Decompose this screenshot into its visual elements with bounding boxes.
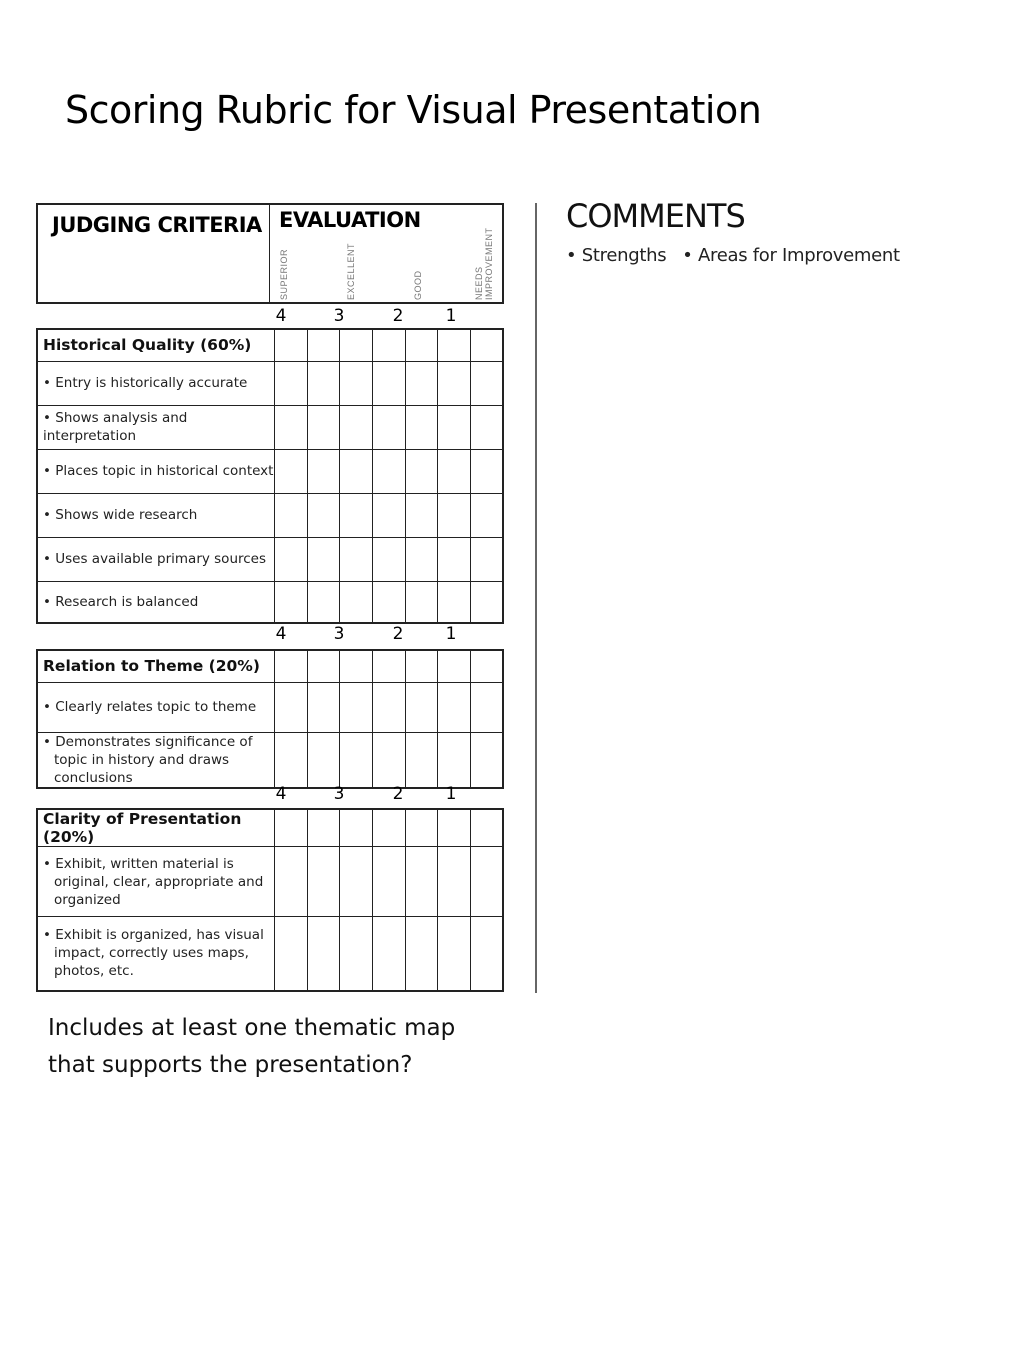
score-cell[interactable] xyxy=(438,449,471,493)
score-cell[interactable] xyxy=(372,847,405,917)
score-cell[interactable] xyxy=(340,682,373,732)
score-cell[interactable] xyxy=(372,581,405,623)
scale-number: 3 xyxy=(333,784,345,804)
score-cell[interactable] xyxy=(275,682,308,732)
comment-bullet-areas: • Areas for Improvement xyxy=(682,245,900,266)
scale-number: 3 xyxy=(333,306,345,326)
score-cell[interactable] xyxy=(340,329,373,361)
comments-heading: COMMENTS xyxy=(566,197,745,235)
score-cell[interactable] xyxy=(405,650,438,682)
scale-number: 4 xyxy=(275,306,287,326)
score-cell[interactable] xyxy=(372,917,405,991)
score-cell[interactable] xyxy=(470,732,503,788)
section-heading: Clarity of Presentation (20%) xyxy=(37,809,275,847)
score-cell[interactable] xyxy=(275,732,308,788)
score-cell[interactable] xyxy=(438,329,471,361)
score-cell[interactable] xyxy=(470,493,503,537)
score-cell[interactable] xyxy=(438,650,471,682)
score-cell[interactable] xyxy=(340,732,373,788)
score-cell[interactable] xyxy=(372,809,405,847)
scale-number: 4 xyxy=(275,784,287,804)
score-cell[interactable] xyxy=(438,847,471,917)
criterion-item: • Places topic in historical context xyxy=(37,449,275,493)
rating-label-excellent: EXCELLENT xyxy=(346,242,356,300)
section-heading: Relation to Theme (20%) xyxy=(37,650,275,682)
criterion-item: • Exhibit is organized, has visual impact, correctly uses maps, photos, etc. xyxy=(43,927,264,980)
score-cell[interactable] xyxy=(275,537,308,581)
score-cell[interactable] xyxy=(405,732,438,788)
score-cell[interactable] xyxy=(438,917,471,991)
score-cell[interactable] xyxy=(340,449,373,493)
score-cell[interactable] xyxy=(405,809,438,847)
score-cell[interactable] xyxy=(405,361,438,405)
section-heading: Historical Quality (60%) xyxy=(37,329,275,361)
score-cell[interactable] xyxy=(307,493,340,537)
score-cell[interactable] xyxy=(307,449,340,493)
score-cell[interactable] xyxy=(405,847,438,917)
score-cell[interactable] xyxy=(372,732,405,788)
score-cell[interactable] xyxy=(372,449,405,493)
score-cell[interactable] xyxy=(470,537,503,581)
score-cell[interactable] xyxy=(340,581,373,623)
score-cell[interactable] xyxy=(372,329,405,361)
score-cell[interactable] xyxy=(438,493,471,537)
section-clarity-of-presentation xyxy=(36,808,504,992)
criterion-item: • Uses available primary sources xyxy=(37,537,275,581)
judging-criteria-heading: JUDGING CRITERIA xyxy=(52,213,262,237)
scale-number: 4 xyxy=(275,624,287,644)
score-cell[interactable] xyxy=(275,847,308,917)
score-cell[interactable] xyxy=(340,650,373,682)
page-title: Scoring Rubric for Visual Presentation xyxy=(65,88,762,132)
score-cell[interactable] xyxy=(275,917,308,991)
rating-label-good: GOOD xyxy=(413,270,423,300)
rubric-header xyxy=(36,203,504,304)
section-relation-to-theme xyxy=(36,649,504,789)
score-cell[interactable] xyxy=(470,405,503,449)
score-cell[interactable] xyxy=(470,361,503,405)
score-cell[interactable] xyxy=(405,581,438,623)
score-cell[interactable] xyxy=(405,682,438,732)
score-cell[interactable] xyxy=(307,650,340,682)
score-cell[interactable] xyxy=(405,329,438,361)
score-cell[interactable] xyxy=(340,361,373,405)
score-cell[interactable] xyxy=(307,537,340,581)
rating-label-needs-improvement: NEEDS IMPROVEMENT xyxy=(474,227,494,300)
score-cell[interactable] xyxy=(340,847,373,917)
score-cell[interactable] xyxy=(307,847,340,917)
column-divider xyxy=(535,203,537,993)
score-cell[interactable] xyxy=(405,917,438,991)
score-cell[interactable] xyxy=(275,329,308,361)
score-cell[interactable] xyxy=(438,581,471,623)
score-cell[interactable] xyxy=(307,361,340,405)
score-cell[interactable] xyxy=(275,449,308,493)
comments-bullets xyxy=(566,245,916,266)
score-cell[interactable] xyxy=(275,361,308,405)
score-cell[interactable] xyxy=(470,809,503,847)
score-cell[interactable] xyxy=(275,405,308,449)
score-cell[interactable] xyxy=(340,537,373,581)
score-cell[interactable] xyxy=(275,650,308,682)
scale-number: 1 xyxy=(445,624,457,644)
score-cell[interactable] xyxy=(405,493,438,537)
criterion-item: • Entry is historically accurate xyxy=(37,361,275,405)
score-cell[interactable] xyxy=(275,493,308,537)
scale-number: 3 xyxy=(333,624,345,644)
score-cell[interactable] xyxy=(372,361,405,405)
score-cell[interactable] xyxy=(470,329,503,361)
rating-label-superior: SUPERIOR xyxy=(279,248,289,300)
scale-number: 2 xyxy=(392,784,404,804)
scale-number: 2 xyxy=(392,306,404,326)
score-cell[interactable] xyxy=(372,493,405,537)
scale-number: 2 xyxy=(392,624,404,644)
score-cell[interactable] xyxy=(307,732,340,788)
score-cell[interactable] xyxy=(470,449,503,493)
score-cell[interactable] xyxy=(438,405,471,449)
score-cell[interactable] xyxy=(307,329,340,361)
score-cell[interactable] xyxy=(438,732,471,788)
score-cell[interactable] xyxy=(372,682,405,732)
score-cell[interactable] xyxy=(470,682,503,732)
score-cell[interactable] xyxy=(470,581,503,623)
score-cell[interactable] xyxy=(470,847,503,917)
score-cell[interactable] xyxy=(372,650,405,682)
scale-number: 1 xyxy=(445,784,457,804)
score-cell[interactable] xyxy=(438,361,471,405)
score-cell[interactable] xyxy=(307,682,340,732)
footnote: Includes at least one thematic map that supports the presentation? xyxy=(48,1015,456,1078)
score-cell[interactable] xyxy=(372,405,405,449)
score-cell[interactable] xyxy=(340,405,373,449)
score-cell[interactable] xyxy=(307,809,340,847)
score-cell[interactable] xyxy=(340,917,373,991)
score-cell[interactable] xyxy=(340,809,373,847)
criterion-item: • Shows analysis and interpretation xyxy=(37,405,275,449)
score-cell[interactable] xyxy=(340,493,373,537)
score-cell[interactable] xyxy=(372,537,405,581)
evaluation-heading: EVALUATION xyxy=(279,208,421,232)
score-cell[interactable] xyxy=(275,809,308,847)
score-cell[interactable] xyxy=(405,537,438,581)
score-cell[interactable] xyxy=(405,405,438,449)
score-cell[interactable] xyxy=(470,917,503,991)
score-cell[interactable] xyxy=(438,682,471,732)
section-historical-quality xyxy=(36,328,504,624)
score-cell[interactable] xyxy=(275,581,308,623)
score-cell[interactable] xyxy=(307,581,340,623)
criterion-item: • Research is balanced xyxy=(37,581,275,623)
score-cell[interactable] xyxy=(405,449,438,493)
criterion-item: • Demonstrates significance of topic in history and draws conclusions xyxy=(43,733,253,786)
score-cell[interactable] xyxy=(470,650,503,682)
criterion-item: • Shows wide research xyxy=(37,493,275,537)
criterion-item: • Exhibit, written material is original, clear, appropriate and organized xyxy=(43,855,264,908)
header-divider xyxy=(269,205,270,302)
comment-bullet-strengths: • Strengths xyxy=(566,245,667,266)
score-cell[interactable] xyxy=(438,809,471,847)
score-cell[interactable] xyxy=(438,537,471,581)
scale-number: 1 xyxy=(445,306,457,326)
score-cell[interactable] xyxy=(307,917,340,991)
criterion-item: • Clearly relates topic to theme xyxy=(37,682,275,732)
score-cell[interactable] xyxy=(307,405,340,449)
